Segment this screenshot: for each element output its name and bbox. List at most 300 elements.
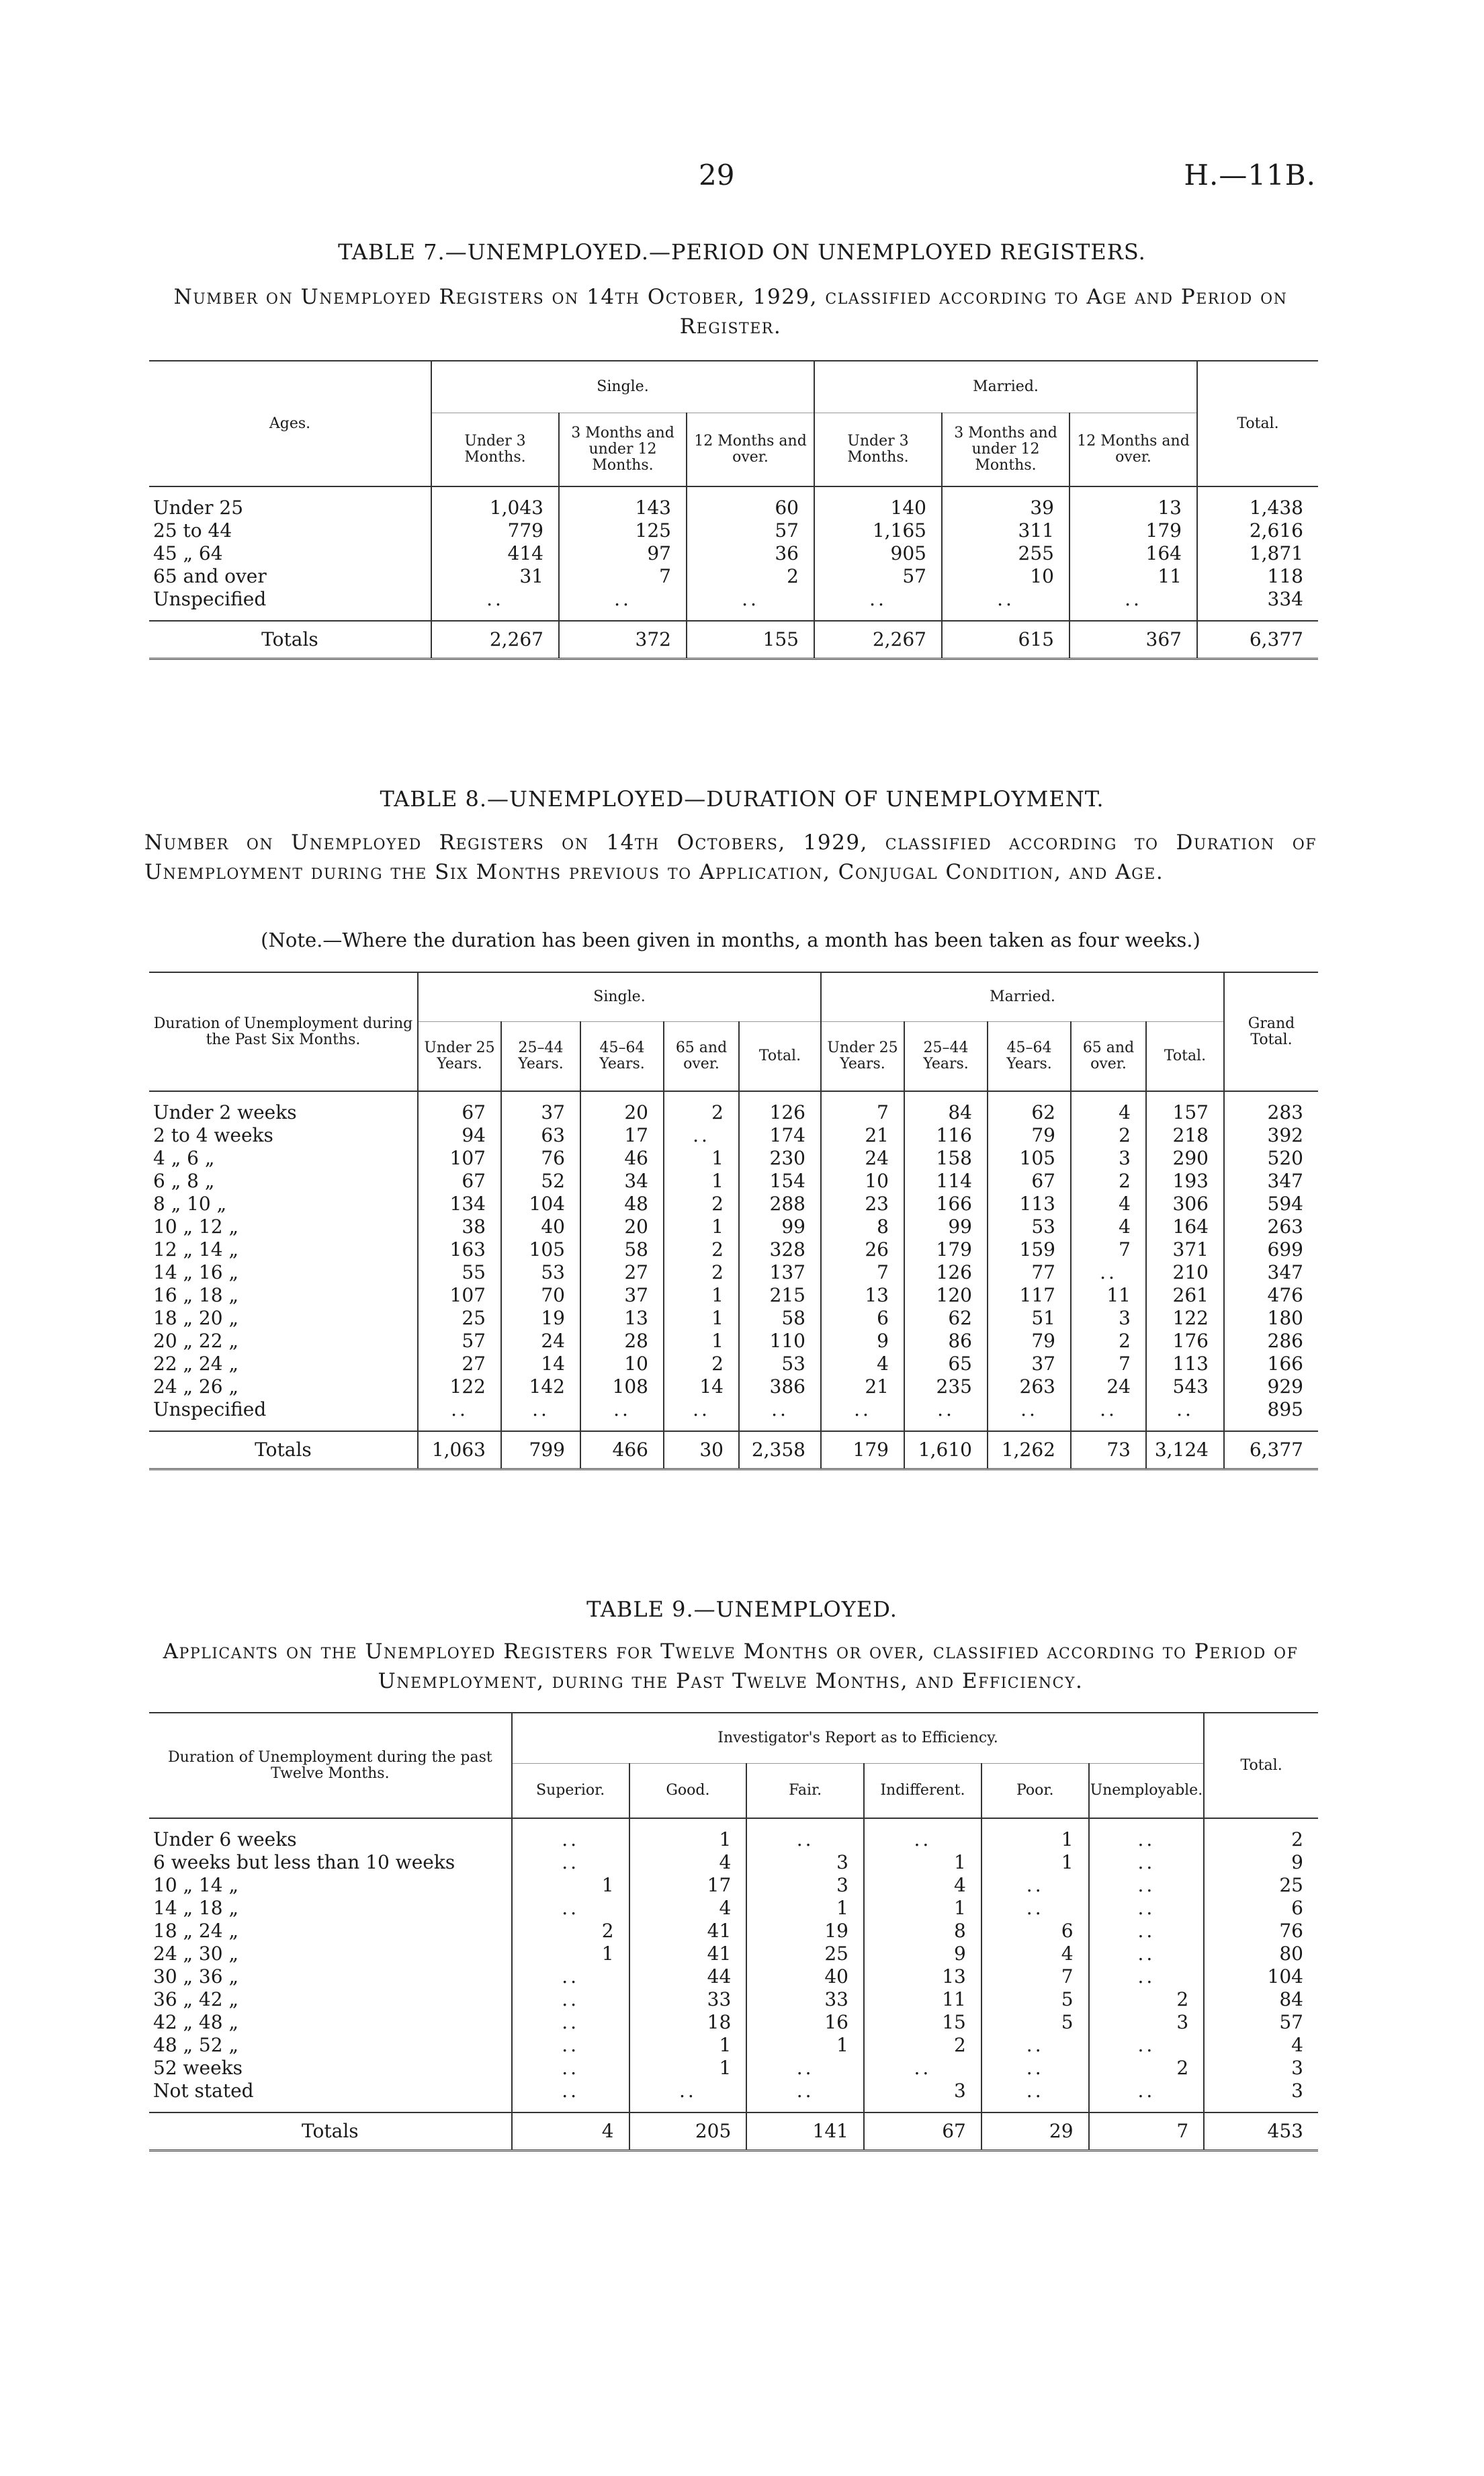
table-cell: 3: [746, 1851, 864, 1874]
table-row: [149, 1170, 1318, 1193]
table-cell: 80: [1204, 1943, 1318, 1965]
table-cell: 97: [559, 542, 687, 565]
table-cell: 166: [1224, 1353, 1318, 1375]
table-cell: 84: [1204, 1988, 1318, 2011]
totals-cell: 6,377: [1197, 621, 1318, 659]
table-cell: 371: [1146, 1238, 1224, 1261]
table-cell: 21: [821, 1124, 904, 1147]
table-cell: 18: [629, 2011, 747, 2034]
table-cell: 2: [687, 565, 814, 588]
totals-cell: 367: [1070, 621, 1197, 659]
table-cell: 290: [1146, 1147, 1224, 1170]
table-cell: 58: [580, 1238, 664, 1261]
table-cell: ..: [512, 2057, 629, 2080]
table-row: [149, 2034, 1318, 2057]
table-cell: ..: [746, 1828, 864, 1851]
table-row: [149, 1307, 1318, 1330]
table-cell: ..: [512, 1851, 629, 1874]
totals-cell: 799: [501, 1431, 580, 1469]
table-cell: 328: [739, 1238, 821, 1261]
table-row: [149, 2080, 1318, 2102]
table-cell: ..: [981, 2034, 1089, 2057]
table-cell: 118: [1197, 565, 1318, 588]
table-cell: ..: [1089, 1943, 1205, 1965]
table-row: [149, 1851, 1318, 1874]
t8-col-header: 25–44 Years.: [501, 1022, 580, 1092]
table-cell: ..: [512, 2080, 629, 2102]
table-cell: 28: [580, 1330, 664, 1353]
table-cell: 52: [501, 1170, 580, 1193]
table-cell: 1: [664, 1170, 739, 1193]
table-cell: ..: [981, 2057, 1089, 2080]
table-row: [149, 1124, 1318, 1147]
table-row: [149, 1261, 1318, 1284]
table-cell: 67: [988, 1170, 1071, 1193]
table-cell: 142: [501, 1375, 580, 1398]
table-cell: 7: [981, 1965, 1089, 1988]
row-label: 12 „ 14 „: [153, 1238, 238, 1261]
table-cell: 13: [580, 1307, 664, 1330]
table-cell: 57: [814, 565, 942, 588]
table-cell: ..: [431, 588, 559, 611]
t8-group-single: Single.: [418, 972, 821, 1022]
table-cell: 230: [739, 1147, 821, 1170]
table-cell: 2: [664, 1261, 739, 1284]
totals-cell: 466: [580, 1431, 664, 1469]
table-cell: 58: [739, 1307, 821, 1330]
table-cell: 20: [580, 1101, 664, 1124]
table-cell: 594: [1224, 1193, 1318, 1215]
table-cell: 99: [739, 1215, 821, 1238]
t8-col-duration: Duration of Unemployment during the Past Six Months.: [153, 1015, 413, 1048]
table-cell: 1: [664, 1307, 739, 1330]
table-cell: 164: [1146, 1215, 1224, 1238]
table-cell: 159: [988, 1238, 1071, 1261]
table-cell: 2: [864, 2034, 981, 2057]
table-row: [149, 519, 1318, 542]
table-cell: ..: [512, 1828, 629, 1851]
table-cell: 4: [864, 1874, 981, 1897]
table-cell: 53: [988, 1215, 1071, 1238]
table-cell: 36: [687, 542, 814, 565]
table-cell: 179: [1070, 519, 1197, 542]
table9: [149, 1712, 1318, 2151]
table-row: [149, 1897, 1318, 1920]
table-cell: 8: [864, 1920, 981, 1943]
totals-cell: 1,063: [418, 1431, 501, 1469]
table-cell: 114: [904, 1170, 988, 1193]
table-row: [149, 1988, 1318, 2011]
table8-title: TABLE 8.—UNEMPLOYED—DURATION OF UNEMPLOYMENT.: [380, 786, 1104, 812]
table-cell: ..: [1089, 1874, 1205, 1897]
row-label: 6 „ 8 „: [153, 1170, 215, 1192]
table-cell: ..: [512, 1897, 629, 1920]
table-cell: 7: [821, 1101, 904, 1124]
table-cell: 24: [821, 1147, 904, 1170]
table-cell: 7: [821, 1261, 904, 1284]
table-cell: 105: [501, 1238, 580, 1261]
table-cell: 9: [864, 1943, 981, 1965]
t8-col-header: Under 25 Years.: [821, 1022, 904, 1092]
table-cell: 166: [904, 1193, 988, 1215]
table-cell: 57: [1204, 2011, 1318, 2034]
totals-cell: 615: [942, 621, 1070, 659]
table-cell: 176: [1146, 1330, 1224, 1353]
table-cell: 3: [1071, 1307, 1146, 1330]
t7-col-total: Total.: [1197, 361, 1318, 486]
table-cell: 7: [559, 565, 687, 588]
totals-row: [149, 1431, 1318, 1469]
table-cell: ..: [1089, 1920, 1205, 1943]
t7-col-header: 3 Months and under 12 Months.: [942, 413, 1070, 487]
table-row: [149, 1193, 1318, 1215]
totals-cell: 1,262: [988, 1431, 1071, 1469]
table-cell: ..: [687, 588, 814, 611]
table-cell: ..: [512, 1988, 629, 2011]
row-label: Not stated: [153, 2080, 254, 2102]
table-row: [149, 1101, 1318, 1124]
t7-col-header: 12 Months and over.: [687, 413, 814, 487]
row-label: Unspecified: [153, 1398, 267, 1420]
page-reference: H.—11B.: [1184, 159, 1316, 191]
table-cell: 9: [1204, 1851, 1318, 1874]
row-label: Unspecified: [153, 588, 267, 610]
table-row: [149, 565, 1318, 588]
table-cell: 392: [1224, 1124, 1318, 1147]
table-cell: 40: [746, 1965, 864, 1988]
table-cell: 347: [1224, 1261, 1318, 1284]
table7-subtitle: Number on Unemployed Registers on 14th October, 1929, classified according to Age and Period on Register.: [173, 285, 1288, 339]
table-cell: 414: [431, 542, 559, 565]
table-cell: ..: [1089, 2080, 1205, 2102]
table-cell: 4: [821, 1353, 904, 1375]
table-cell: 1: [746, 2034, 864, 2057]
table-cell: 62: [904, 1307, 988, 1330]
table-cell: 1: [629, 1828, 747, 1851]
row-label: 30 „ 36 „: [153, 1965, 238, 1988]
row-label: 24 „ 30 „: [153, 1943, 238, 1965]
table-cell: 2: [664, 1193, 739, 1215]
table-cell: 4: [1071, 1215, 1146, 1238]
table-cell: 6: [981, 1920, 1089, 1943]
row-label: 48 „ 52 „: [153, 2034, 238, 2056]
table-cell: 44: [629, 1965, 747, 1988]
table-cell: 10: [580, 1353, 664, 1375]
table-cell: 895: [1224, 1398, 1318, 1421]
table-cell: 19: [746, 1920, 864, 1943]
t8-col-header: Total.: [739, 1022, 821, 1092]
table-row: [149, 1284, 1318, 1307]
table-cell: ..: [746, 2080, 864, 2102]
totals-cell: 73: [1071, 1431, 1146, 1469]
t8-col-header: Under 25 Years.: [418, 1022, 501, 1092]
totals-cell: 155: [687, 621, 814, 659]
table-cell: 7: [1071, 1238, 1146, 1261]
table-cell: 1: [512, 1874, 629, 1897]
table-cell: 2: [1071, 1170, 1146, 1193]
table-row: [149, 1398, 1318, 1421]
table-cell: 113: [988, 1193, 1071, 1215]
table-cell: 520: [1224, 1147, 1318, 1170]
table-cell: 157: [1146, 1101, 1224, 1124]
table-cell: 193: [1146, 1170, 1224, 1193]
row-label: 14 „ 16 „: [153, 1261, 238, 1283]
t8-col-header: 45–64 Years.: [988, 1022, 1071, 1092]
table-row: [149, 1238, 1318, 1261]
t7-group-married: Married.: [814, 361, 1197, 413]
table-cell: 19: [501, 1307, 580, 1330]
totals-cell: 2,267: [814, 621, 942, 659]
table-cell: ..: [1071, 1398, 1146, 1421]
table-cell: 13: [821, 1284, 904, 1307]
table-cell: 122: [418, 1375, 501, 1398]
row-label: 65 and over: [153, 565, 267, 587]
totals-cell: 141: [746, 2112, 864, 2151]
row-label: 18 „ 20 „: [153, 1307, 238, 1329]
row-label: 42 „ 48 „: [153, 2011, 238, 2033]
table-cell: ..: [664, 1398, 739, 1421]
table-cell: 77: [988, 1261, 1071, 1284]
table-cell: 286: [1224, 1330, 1318, 1353]
t9-col-header: Indifferent.: [864, 1764, 981, 1819]
table-cell: 334: [1197, 588, 1318, 611]
table-cell: 779: [431, 519, 559, 542]
table-cell: 126: [739, 1101, 821, 1124]
totals-row: [149, 2112, 1318, 2151]
t9-col-header: Good.: [629, 1764, 747, 1819]
table-cell: 25: [1204, 1874, 1318, 1897]
table8: [149, 972, 1318, 1470]
table-cell: 15: [864, 2011, 981, 2034]
table-cell: 1: [664, 1284, 739, 1307]
table-cell: 38: [418, 1215, 501, 1238]
t7-col-ages: Ages.: [269, 415, 311, 432]
table-cell: ..: [580, 1398, 664, 1421]
table7-title: TABLE 7.—UNEMPLOYED.—PERIOD ON UNEMPLOYED REGISTERS.: [338, 239, 1146, 265]
table-cell: 2: [1089, 2057, 1205, 2080]
table-cell: 11: [1071, 1284, 1146, 1307]
table-cell: ..: [821, 1398, 904, 1421]
table-cell: 1: [512, 1943, 629, 1965]
table-cell: ..: [501, 1398, 580, 1421]
table-cell: 1: [664, 1147, 739, 1170]
table-cell: 10: [942, 565, 1070, 588]
table-cell: ..: [664, 1124, 739, 1147]
table-cell: 306: [1146, 1193, 1224, 1215]
table-cell: 3: [1204, 2080, 1318, 2102]
t7-group-single: Single.: [431, 361, 814, 413]
row-label: 8 „ 10 „: [153, 1193, 227, 1215]
table-cell: 154: [739, 1170, 821, 1193]
table-cell: 283: [1224, 1101, 1318, 1124]
totals-cell: 3,124: [1146, 1431, 1224, 1469]
table-cell: 2,616: [1197, 519, 1318, 542]
table-cell: 3: [1071, 1147, 1146, 1170]
table-cell: ..: [864, 1828, 981, 1851]
table-row: [149, 542, 1318, 565]
table-cell: 105: [988, 1147, 1071, 1170]
table-cell: 53: [501, 1261, 580, 1284]
table-cell: 46: [580, 1147, 664, 1170]
totals-cell: 30: [664, 1431, 739, 1469]
table-cell: ..: [1089, 1897, 1205, 1920]
table-cell: 116: [904, 1124, 988, 1147]
table-cell: 263: [988, 1375, 1071, 1398]
table-cell: ..: [988, 1398, 1071, 1421]
table-cell: ..: [559, 588, 687, 611]
table-cell: 39: [942, 497, 1070, 519]
row-label: 18 „ 24 „: [153, 1920, 238, 1942]
table-cell: 65: [904, 1353, 988, 1375]
table-cell: 33: [746, 1988, 864, 2011]
table-cell: ..: [1089, 1828, 1205, 1851]
totals-cell: 67: [864, 2112, 981, 2151]
table-cell: 53: [739, 1353, 821, 1375]
table-cell: 2: [1204, 1828, 1318, 1851]
table-cell: 179: [904, 1238, 988, 1261]
t7-col-header: Under 3 Months.: [431, 413, 559, 487]
row-label: 20 „ 22 „: [153, 1330, 238, 1352]
table8-subtitle: Number on Unemployed Registers on 14th Octobers, 1929, classified according to Duration of Unemployment during the Six Months previous to Application, Conjugal Condition, and Age.: [144, 830, 1317, 884]
table-cell: 5: [981, 2011, 1089, 2034]
row-label: 14 „ 18 „: [153, 1897, 238, 1919]
totals-cell: 6,377: [1224, 1431, 1318, 1469]
table-cell: 104: [501, 1193, 580, 1215]
table-cell: 122: [1146, 1307, 1224, 1330]
table-row: [149, 2011, 1318, 2034]
table-cell: 25: [418, 1307, 501, 1330]
table-cell: 263: [1224, 1215, 1318, 1238]
table-cell: 108: [580, 1375, 664, 1398]
table-cell: 63: [501, 1124, 580, 1147]
totals-label: Totals: [149, 2112, 512, 2151]
totals-cell: 2,267: [431, 621, 559, 659]
table-cell: 1,438: [1197, 497, 1318, 519]
table-cell: 2: [512, 1920, 629, 1943]
row-label: 22 „ 24 „: [153, 1353, 238, 1375]
table-cell: ..: [904, 1398, 988, 1421]
table-cell: ..: [1089, 1965, 1205, 1988]
t8-col-header: 65 and over.: [664, 1022, 739, 1092]
row-label: Under 2 weeks: [153, 1101, 297, 1123]
row-label: 45 „ 64: [153, 542, 223, 564]
table-cell: 163: [418, 1238, 501, 1261]
table-row: [149, 1828, 1318, 1851]
table-cell: ..: [864, 2057, 981, 2080]
totals-label: Totals: [149, 621, 431, 659]
table-cell: 2: [1071, 1330, 1146, 1353]
table-cell: 4: [981, 1943, 1089, 1965]
table-cell: 347: [1224, 1170, 1318, 1193]
row-label: 6 weeks but less than 10 weeks: [153, 1851, 455, 1873]
row-label: 10 „ 12 „: [153, 1215, 238, 1238]
table-cell: 255: [942, 542, 1070, 565]
table-cell: 2: [1089, 1988, 1205, 2011]
table-cell: 17: [580, 1124, 664, 1147]
t9-group-efficiency: Investigator's Report as to Efficiency.: [512, 1713, 1204, 1764]
table-cell: 13: [1070, 497, 1197, 519]
table-cell: 60: [687, 497, 814, 519]
table-cell: 107: [418, 1147, 501, 1170]
t9-col-header: Superior.: [512, 1764, 629, 1819]
table-cell: 386: [739, 1375, 821, 1398]
table-cell: 929: [1224, 1375, 1318, 1398]
table-cell: 143: [559, 497, 687, 519]
table-cell: 34: [580, 1170, 664, 1193]
table-row: [149, 497, 1318, 519]
table-cell: 62: [988, 1101, 1071, 1124]
table-cell: 26: [821, 1238, 904, 1261]
table-cell: 107: [418, 1284, 501, 1307]
table-row: [149, 1920, 1318, 1943]
table-cell: 1,871: [1197, 542, 1318, 565]
table-cell: 3: [746, 1874, 864, 1897]
table-cell: 17: [629, 1874, 747, 1897]
page-number: 29: [699, 159, 735, 191]
table-cell: 4: [1071, 1193, 1146, 1215]
table-cell: 84: [904, 1101, 988, 1124]
table-cell: 311: [942, 519, 1070, 542]
table-cell: 14: [664, 1375, 739, 1398]
totals-cell: 372: [559, 621, 687, 659]
row-label: 52 weeks: [153, 2057, 243, 2079]
table-cell: 140: [814, 497, 942, 519]
table-cell: 31: [431, 565, 559, 588]
table-cell: 218: [1146, 1124, 1224, 1147]
table-cell: 1: [864, 1851, 981, 1874]
table-cell: ..: [981, 1897, 1089, 1920]
totals-cell: 179: [821, 1431, 904, 1469]
row-label: 25 to 44: [153, 519, 232, 542]
table-cell: ..: [814, 588, 942, 611]
table-cell: 1,165: [814, 519, 942, 542]
table-cell: 21: [821, 1375, 904, 1398]
table-cell: 137: [739, 1261, 821, 1284]
totals-cell: 4: [512, 2112, 629, 2151]
table-cell: 1: [664, 1215, 739, 1238]
table-cell: 4: [1071, 1101, 1146, 1124]
row-label: Under 25: [153, 497, 244, 519]
table-cell: ..: [746, 2057, 864, 2080]
table-cell: 13: [864, 1965, 981, 1988]
table-cell: 1: [629, 2034, 747, 2057]
table-cell: ..: [512, 2011, 629, 2034]
t7-col-header: Under 3 Months.: [814, 413, 942, 487]
table-cell: 1: [746, 1897, 864, 1920]
table-cell: 76: [1204, 1920, 1318, 1943]
table-cell: 113: [1146, 1353, 1224, 1375]
table-cell: 117: [988, 1284, 1071, 1307]
table-cell: 1: [981, 1828, 1089, 1851]
table-row: [149, 1874, 1318, 1897]
table-cell: 57: [418, 1330, 501, 1353]
table-cell: 24: [1071, 1375, 1146, 1398]
row-label: Under 6 weeks: [153, 1828, 297, 1850]
table-cell: 20: [580, 1215, 664, 1238]
table-cell: 76: [501, 1147, 580, 1170]
table-cell: 25: [746, 1943, 864, 1965]
t7-col-header: 3 Months and under 12 Months.: [559, 413, 687, 487]
table-cell: ..: [418, 1398, 501, 1421]
table-cell: 11: [1070, 565, 1197, 588]
row-label: 36 „ 42 „: [153, 1988, 238, 2010]
table-cell: 125: [559, 519, 687, 542]
table-cell: 37: [988, 1353, 1071, 1375]
t8-col-header: 25–44 Years.: [904, 1022, 988, 1092]
table-cell: 288: [739, 1193, 821, 1215]
table-cell: 33: [629, 1988, 747, 2011]
table-cell: 110: [739, 1330, 821, 1353]
